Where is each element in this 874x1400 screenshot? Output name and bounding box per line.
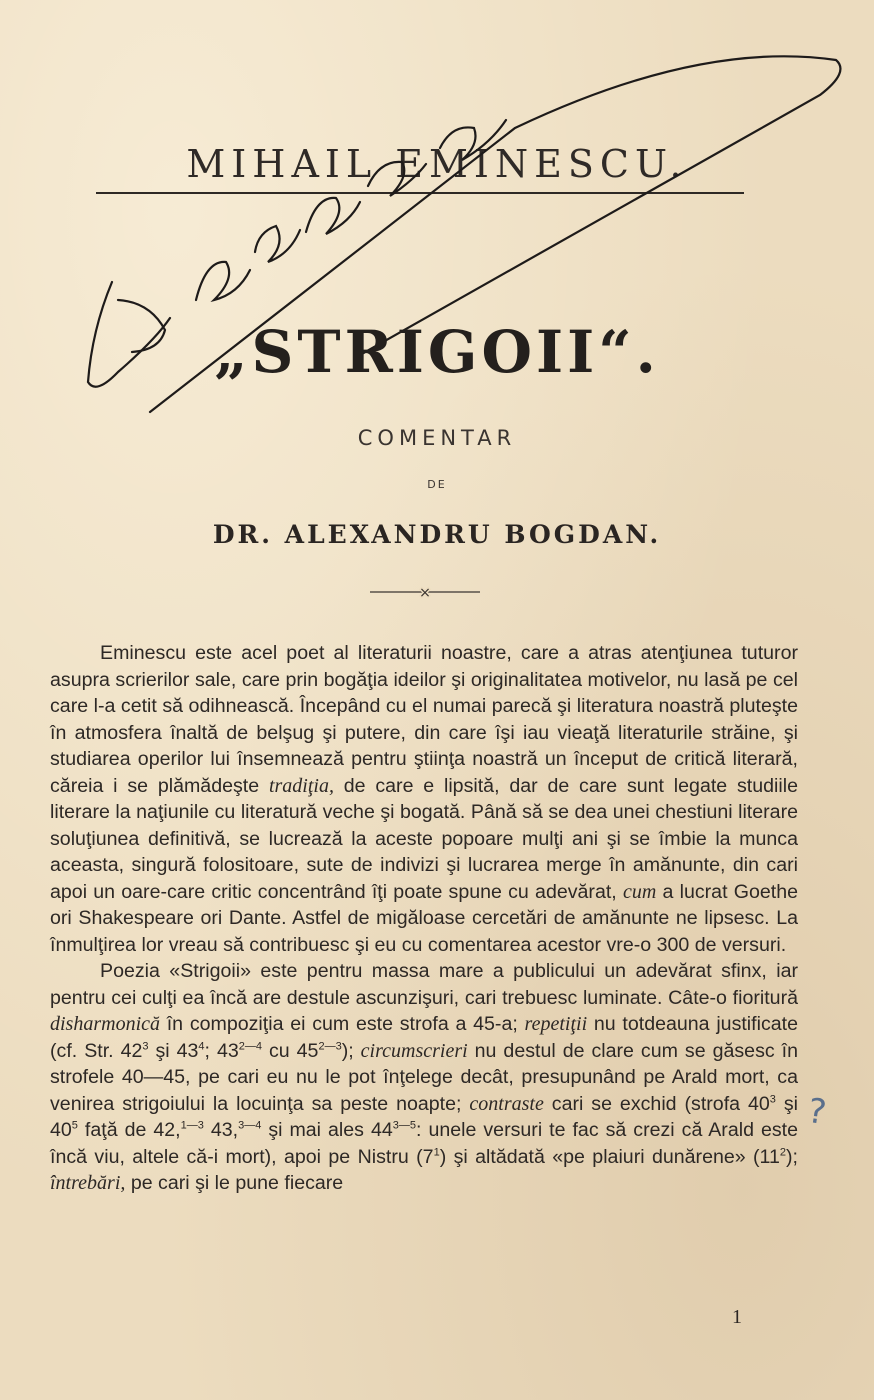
text-run: nu totdeauna justificate (cf. Str. 42 bbox=[50, 1013, 798, 1062]
emphasis-text: repetiţii bbox=[524, 1013, 588, 1035]
superscript: 5 bbox=[71, 1119, 78, 1132]
subtitle: COMENTAR bbox=[357, 426, 517, 450]
text-run: a lucrat Goethe ori Shakespeare ori Dante. Astfel de migăloase cercetări de amănunte ne lipsesc. La înmulţirea lor vreau să contribuesc şi eu cu comentarea acestor vre-o 300 de versuri. bbox=[50, 880, 798, 956]
emphasis-text: tradiţia, bbox=[268, 774, 334, 797]
text-run: şi 43 bbox=[148, 1039, 199, 1062]
text-run: pe cari şi le pune fiecare bbox=[125, 1172, 344, 1194]
text-run: cari se exchid (strofa 40 bbox=[543, 1092, 770, 1115]
text-run: : unele versuri te fac să crezi că Arald este încă viu, altele că-i mort), apoi pe Nistru (7 bbox=[50, 1119, 799, 1168]
emphasis-text: circumscrieri bbox=[360, 1039, 468, 1062]
by-label: DE bbox=[427, 478, 447, 491]
superscript: 2—3 bbox=[318, 1039, 342, 1052]
text-run: nu destul de clare cum se găsesc în strofele 40—45, pe cari eu nu le pot înţelege decât, presupunând pe Arald mort, ca venirea strigoiului la locuinţa sa peste noapte; bbox=[50, 1039, 798, 1115]
text-run: în compoziţia ei cum este strofa a 45-a; bbox=[160, 1013, 525, 1035]
text-run: ) şi altădată «pe plaiuri dunărene» (11 bbox=[439, 1145, 780, 1168]
superscript: 2 bbox=[779, 1145, 787, 1158]
text-run: cu 45 bbox=[262, 1039, 319, 1062]
ornamental-divider bbox=[370, 584, 480, 600]
superscript: 3—4 bbox=[238, 1119, 262, 1132]
text-run: Poezia «Strigoii» este pentru massa mare a publicului un adevărat sfinx, iar pentru cei culţi ea încă are destule ascunzişuri, cari trebuesc luminate. Câte-o fioritură bbox=[50, 960, 798, 1009]
paragraph bbox=[50, 640, 798, 958]
superscript: 4 bbox=[198, 1039, 205, 1052]
superscript: 3 bbox=[142, 1039, 149, 1052]
author-heading: MIHAIL EMINESCU. bbox=[186, 142, 688, 186]
text-run: de care e lipsită, dar de care sunt legate studiile literare la naţiunile cu literatură veche şi bogată. Până să se dea unei chestiuni literare soluţiunea definitivă, se lucrează la aceste popoare mulţi ani şi se îmbie la munca aceasta, singură folositoare, sute de indivizi şi lucrarea merge în amănunte, din cari apoi un oare-care critic concentrând îţi poate spune cu adevărat, bbox=[50, 774, 798, 903]
emphasis-text: întrebări, bbox=[50, 1172, 126, 1194]
superscript: 1 bbox=[433, 1145, 440, 1158]
emphasis-text: disharmonică bbox=[50, 1013, 160, 1035]
heading-rule bbox=[96, 192, 744, 194]
text-run: şi mai ales 44 bbox=[261, 1119, 393, 1141]
divider-mark: × bbox=[419, 585, 431, 600]
emphasis-text: cum bbox=[622, 880, 657, 903]
superscript: 3 bbox=[769, 1092, 776, 1105]
text-run: 43, bbox=[203, 1119, 239, 1141]
superscript: 1—3 bbox=[180, 1119, 204, 1132]
margin-question-mark: ? bbox=[805, 1090, 829, 1134]
body-text bbox=[50, 640, 798, 1197]
text-run: Eminescu este acel poet al literaturii noastre, care a atras atenţiunea tuturor asupra scrierilor sale, care prin bogăţia ideilor şi originalitatea motivelor, nu lasă pe cel care l-a cetit să odihnească. Începând cu el numai parecă şi literatura noastră pluteşte în atmosfera înaltă de belşug şi putere, din care îşi iau vieaţă literaturile străine, şi studiarea operilor lui însemnează pentru ştiinţa noastră un început de critică literară, căreia i se plămădeşte bbox=[50, 642, 798, 797]
emphasis-text: contraste bbox=[469, 1092, 544, 1115]
text-run: ); bbox=[341, 1039, 361, 1062]
commentator-name: DR. ALEXANDRU BOGDAN. bbox=[212, 520, 662, 549]
text-run: şi 40 bbox=[50, 1092, 798, 1141]
text-run: ; 43 bbox=[204, 1039, 239, 1062]
page-number: 1 bbox=[732, 1306, 742, 1328]
paragraph bbox=[50, 958, 798, 1197]
superscript: 2—4 bbox=[238, 1039, 262, 1052]
text-run: ); bbox=[786, 1145, 798, 1168]
superscript: 3—5 bbox=[392, 1119, 417, 1132]
text-run: faţă de 42, bbox=[77, 1119, 181, 1141]
poem-title: „STRIGOII“. bbox=[214, 318, 660, 386]
